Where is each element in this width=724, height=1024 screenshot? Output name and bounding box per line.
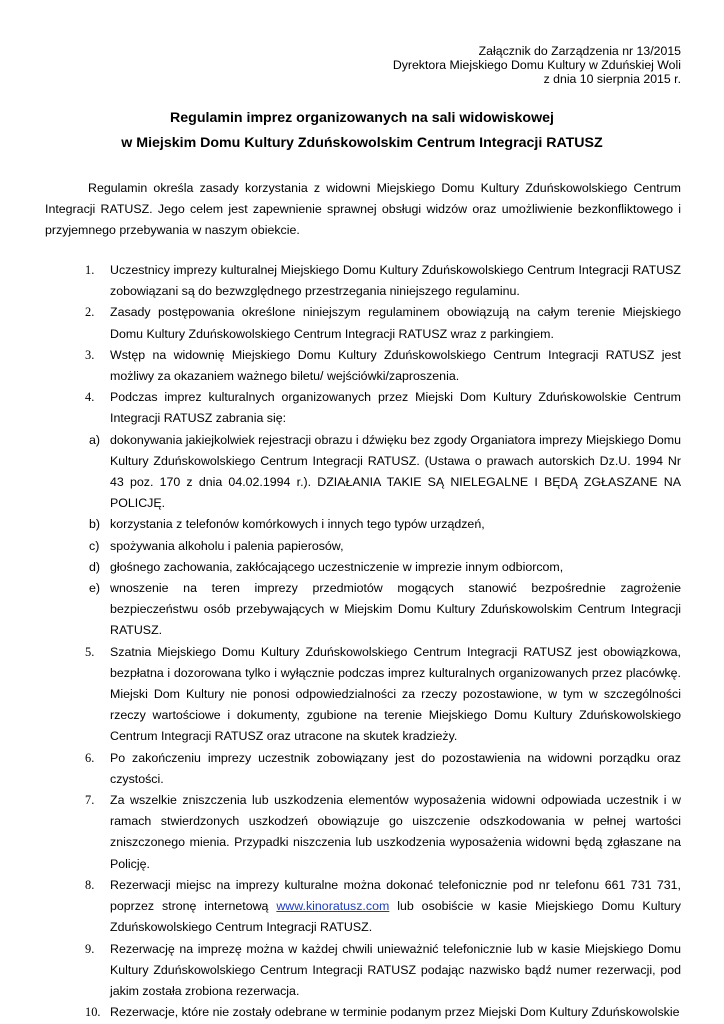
item-text: Za wszelkie zniszczenia lub uszkodzenia elementów wyposażenia widowni odpowiada uczestnik i w ramach stwierdzonych uszkodzeń obowiązuje go uiszczenie odszkodowania w pełnej wartości zniszczonego mienia. Przypadki niszczenia lub uszkodzenia wyposażenia widowni będą zgłaszane na Policję. — [110, 793, 681, 871]
item-number: 8. — [85, 877, 95, 892]
list-item — [0, 875, 724, 939]
item-text: dokonywania jakiejkolwiek rejestracji obrazu i dźwięku bez zgody Organiatora imprezy Miejskiego Domu Kultury Zduńskowolskiego Centrum Integracji RATUSZ. (Ustawa o prawach autorskich Dz.U. 1994 Nr 43 poz. 170 z dnia 04.02.1994 r.). DZIAŁANIA TAKIE SĄ NIELEGALNE I BĘDĄ ZGŁASZANE NA POLICJĘ. — [110, 432, 681, 511]
item-text: Szatnia Miejskiego Domu Kultury Zduńskowolskiego Centrum Integracji RATUSZ jest obowiązkowa, bezpłatna i dozorowana tylko i wyłącznie podczas imprez kulturalnych organizowanych przez placówkę. Miejski Dom Kultury nie ponosi odpowiedzialności za rzeczy pozostawione, w tym w szczególności rzeczy wartościowe i dokumenty, zgubione na terenie Miejskiego Domu Kultury Zduńskowolskiego Centrum Integracji RATUSZ oraz utracone na skutek kradzieży. — [110, 644, 681, 744]
item-number: 5. — [85, 644, 95, 659]
list-item — [0, 302, 724, 344]
list-item — [0, 345, 724, 387]
item-text-before-link: Rezerwacji miejsc na imprezy kulturalne można dokonać telefonicznie pod nr telefonu 661 731 731, poprzez stronę internetową — [110, 877, 681, 914]
item-text: głośnego zachowania, zakłócającego uczestniczenie w imprezie innym odbiorcom, — [110, 559, 564, 574]
item-text: spożywania alkoholu i palenia papierosów, — [110, 538, 344, 553]
list-item — [0, 790, 724, 875]
item-text-after-link: lub osobiście w kasie Miejskiego Domu Kultury Zduńskowolskiego Centrum Integracji RATUSZ. — [110, 899, 681, 935]
website-link[interactable]: www.kinoratusz.com — [276, 899, 390, 914]
list-item — [0, 578, 724, 642]
item-number: 3. — [85, 347, 95, 362]
item-text: Rezerwacje, które nie zostały odebrane w terminie podanym przez Miejski Dom Kultury Zduńskowolskie — [110, 1005, 680, 1020]
item-letter: a) — [89, 432, 101, 447]
list-item — [0, 939, 724, 1003]
item-number: 1. — [85, 263, 95, 277]
intro-paragraph: Regulamin określa zasady korzystania z widowni Miejskiego Domu Kultury Zduńskowolskiego Centrum Integracji RATUSZ. Jego celem jest zapewnienie sprawnej obsługi widzów oraz umożliwienie bezkonfliktowego i przyjemnego przebywania w naszym obiekcie. — [45, 181, 681, 237]
item-letter: d) — [89, 559, 101, 574]
header-line-2: Dyrektora Miejskiego Domu Kultury w Zduńskiej Woli — [392, 58, 681, 72]
list-item — [0, 748, 724, 790]
item-text: wnoszenie na teren imprezy przedmiotów mogących stanowić bezpośrednie zagrożenie bezpieczeństwu osób przebywających w Miejskim Domu Kultury Zduńskowolskim Centrum Integracji RATUSZ. — [110, 581, 681, 638]
list-item — [0, 514, 724, 535]
item-text: Zasady postępowania określone niniejszym regulaminem obowiązują na całym terenie Miejskiego Domu Kultury Zduńskowolskiego Centrum Integracji RATUSZ wraz z parkingiem. — [110, 305, 681, 341]
item-number: 6. — [85, 750, 95, 765]
list-item — [0, 557, 724, 578]
header-line-3: z dnia 10 sierpnia 2015 r. — [543, 72, 681, 86]
rules-list — [0, 260, 724, 1023]
item-letter: c) — [89, 538, 100, 553]
list-item — [0, 430, 724, 515]
item-number: 10. — [85, 1005, 101, 1020]
item-letter: e) — [89, 581, 101, 596]
item-number: 2. — [85, 305, 95, 320]
list-item — [0, 260, 724, 302]
item-text: Rezerwację na imprezę można w każdej chwili unieważnić telefonicznie lub w kasie Miejskiego Domu Kultury Zduńskowolskiego Centrum Integracji RATUSZ podając nazwisko bądź numer rezerwacji, pod jakim została zrobiona rezerwacja. — [110, 941, 681, 998]
item-text — [110, 875, 681, 939]
list-item — [0, 642, 724, 748]
list-item — [0, 387, 724, 429]
item-text: Podczas imprez kulturalnych organizowanych przez Miejski Dom Kultury Zduńskowolskie Centrum Integracji RATUSZ zabrania się: — [110, 390, 681, 426]
document-title-line-1: Regulamin imprez organizowanych na sali widowiskowej — [170, 110, 554, 126]
attachment-header — [393, 44, 681, 86]
item-number: 9. — [85, 941, 95, 956]
list-item — [0, 1002, 724, 1023]
item-number: 4. — [85, 390, 95, 405]
document-title-line-2: w Miejskim Domu Kultury Zduńskowolskim Centrum Integracji RATUSZ — [121, 135, 603, 151]
item-text: korzystania z telefonów komórkowych i innych tego typów urządzeń, — [110, 517, 485, 532]
item-number: 7. — [85, 793, 95, 808]
header-line-1: Załącznik do Zarządzenia nr 13/2015 — [478, 44, 681, 58]
item-text: Uczestnicy imprezy kulturalnej Miejskiego Domu Kultury Zduńskowolskiego Centrum Integracji RATUSZ zobowiązani są do bezwzględnego przestrzegania niniejszego regulaminu. — [110, 263, 681, 299]
list-item — [0, 536, 724, 557]
item-letter: b) — [89, 517, 101, 532]
item-text: Po zakończeniu imprezy uczestnik zobowiązany jest do pozostawienia na widowni porządku oraz czystości. — [110, 750, 681, 786]
item-text: Wstęp na widownię Miejskiego Domu Kultury Zduńskowolskiego Centrum Integracji RATUSZ jest możliwy za okazaniem ważnego biletu/ wejściówki/zaproszenia. — [110, 347, 681, 384]
